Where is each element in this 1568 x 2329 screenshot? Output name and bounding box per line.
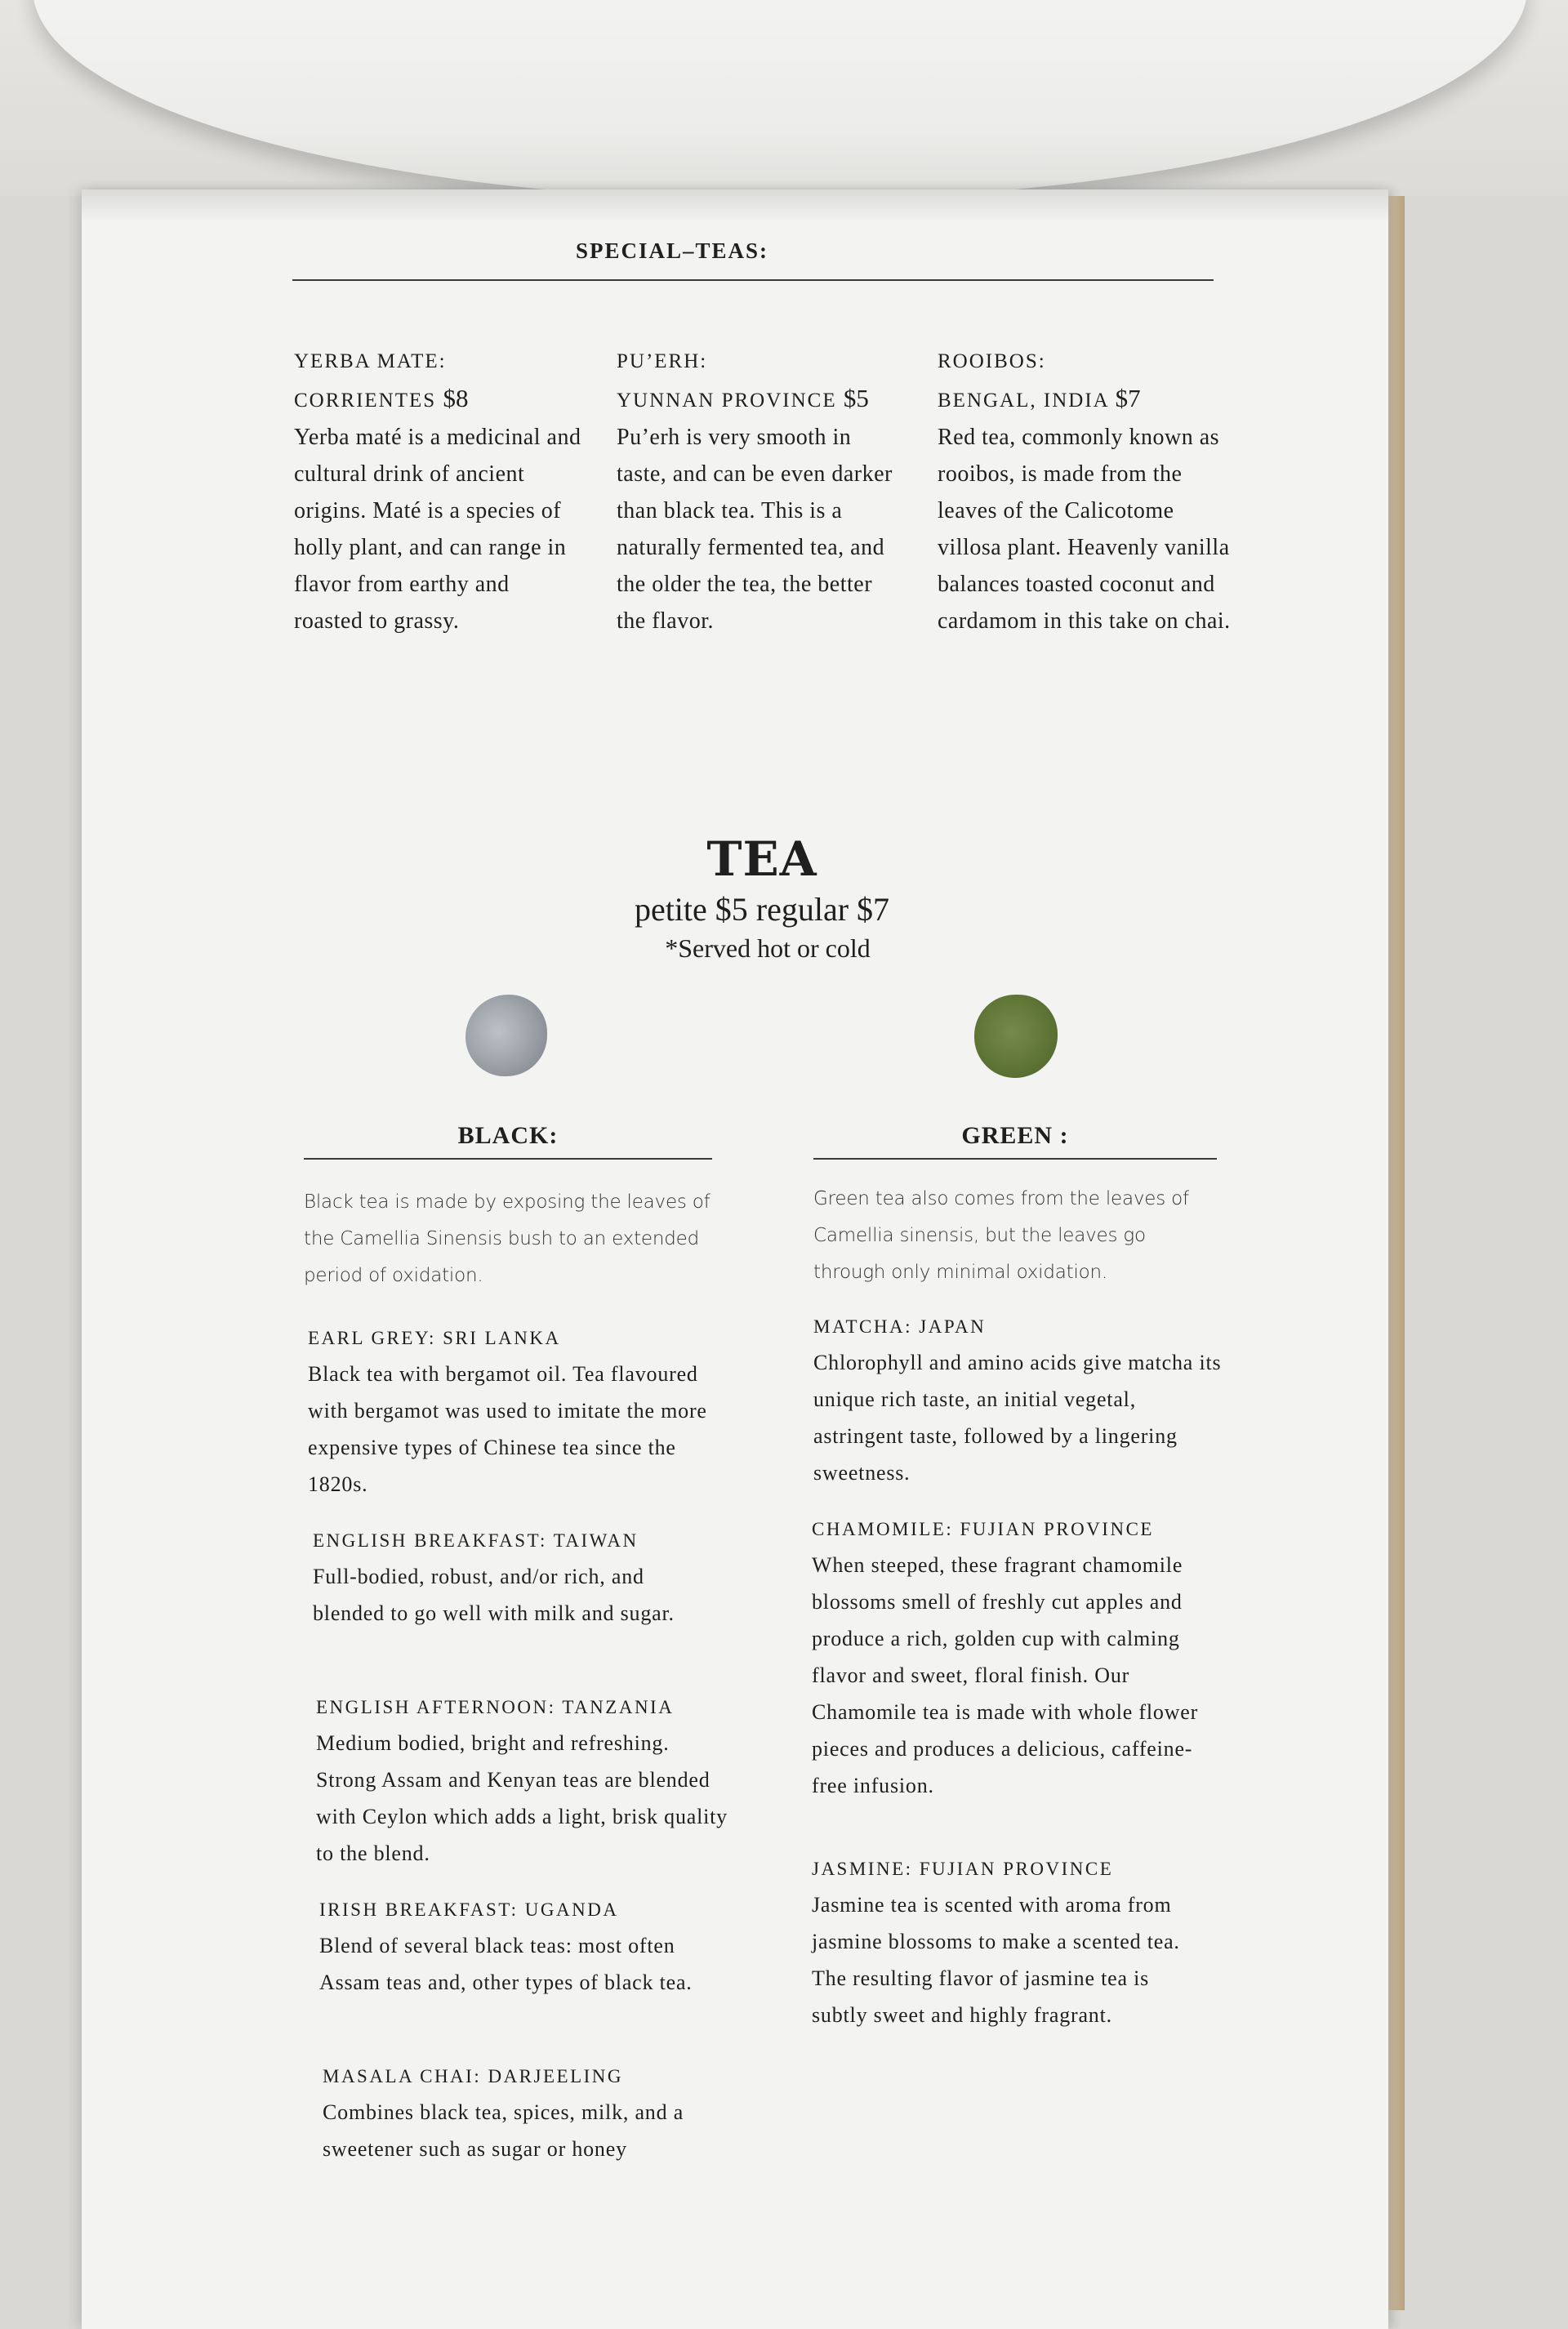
tea-item-description: Combines black tea, spices, milk, and a sweetener such as sugar or honey xyxy=(323,2100,684,2161)
tea-item-description: Medium bodied, bright and refreshing. Strong Assam and Kenyan teas are blended with Ceylon which adds a light, brisk quality to the blend. xyxy=(316,1731,728,1865)
green-item-jasmine xyxy=(812,1852,1204,2033)
tea-item-name: MASALA CHAI: DARJEELING xyxy=(323,2066,623,2086)
green-section-intro: Green tea also comes from the leaves of Camellia sinensis, but the leaves go through only minimal oxidation. xyxy=(813,1188,1189,1283)
black-section-rule xyxy=(304,1158,712,1160)
tea-item-description: Blend of several black teas: most often Assam teas and, other types of black tea. xyxy=(319,1934,693,1994)
special-item-description: Red tea, commonly known as rooibos, is made from the leaves of the Calicotome villosa plant. Heavenly vanilla balances toasted coconut and cardamom in this take on chai. xyxy=(938,425,1231,634)
green-item-matcha xyxy=(813,1310,1222,1491)
tea-item-description: Jasmine tea is scented with aroma from jasmine blossoms to make a scented tea. The resulting flavor of jasmine tea is subtly sweet and highly fragrant. xyxy=(812,1893,1180,2027)
tea-item-description: Black tea with bergamot oil. Tea flavoured with bergamot was used to imitate the more expensive types of Chinese tea since the 1820s. xyxy=(308,1362,707,1496)
tea-item-description: Chlorophyll and amino acids give matcha its unique rich taste, an initial vegetal, astringent taste, followed by a lingering sweetness. xyxy=(813,1351,1222,1485)
special-teas-title: SPECIAL–TEAS: xyxy=(575,238,769,263)
special-item-origin: CORRIENTES xyxy=(294,390,437,412)
tea-item-description: Full-bodied, robust, and/or rich, and blended to go well with milk and sugar. xyxy=(313,1565,675,1625)
special-item-name: ROOIBOS: xyxy=(938,350,1046,372)
green-section-title: GREEN : xyxy=(961,1122,1069,1149)
special-item-description: Yerba maté is a medicinal and cultural drink of ancient origins. Maté is a species of holly plant, and can range in flavor from earthy and roasted to grassy. xyxy=(294,425,581,634)
black-section-intro: Black tea is made by exposing the leaves of the Camellia Sinensis bush to an extended period of oxidation. xyxy=(304,1191,710,1286)
tea-item-name: ENGLISH BREAKFAST: TAIWAN xyxy=(313,1530,639,1551)
special-item-origin-line xyxy=(938,380,1232,419)
special-teas-rule xyxy=(292,279,1214,281)
black-item-earl-grey xyxy=(308,1321,724,1503)
tea-serving-note: *Served hot or cold xyxy=(665,933,871,963)
special-item-origin: BENGAL, INDIA xyxy=(938,390,1109,412)
black-item-irish-breakfast xyxy=(319,1893,719,2001)
special-item-description: Pu’erh is very smooth in taste, and can be even darker than black tea. This is a naturally fermented tea, and the older the tea, the better the flavor. xyxy=(617,425,893,634)
black-item-english-afternoon xyxy=(316,1690,733,1872)
special-item-rooibos xyxy=(938,343,1232,639)
black-item-english-breakfast xyxy=(313,1524,721,1632)
special-item-puerh xyxy=(617,343,898,639)
special-item-origin-line xyxy=(617,380,898,419)
black-item-masala-chai xyxy=(323,2060,723,2167)
special-item-price: $8 xyxy=(443,384,469,412)
special-item-price: $5 xyxy=(843,384,869,412)
special-item-origin-line xyxy=(294,380,584,419)
green-item-chamomile xyxy=(812,1512,1204,1804)
tea-item-name: JASMINE: FUJIAN PROVINCE xyxy=(812,1859,1114,1879)
tea-title: TEA xyxy=(706,831,817,887)
tea-prices: petite $5 regular $7 xyxy=(634,891,890,928)
tea-item-description: When steeped, these fragrant chamomile blossoms smell of freshly cut apples and produce a rich, golden cup with calming flavor and sweet, floral finish. Our Chamomile tea is made with whole flower pieces and produces a delicious, caffeine-free infusion. xyxy=(812,1553,1199,1797)
black-section-title: BLACK: xyxy=(457,1122,559,1149)
special-item-name: YERBA MATE: xyxy=(294,350,447,372)
green-tea-swatch xyxy=(974,995,1058,1078)
tea-item-name: MATCHA: JAPAN xyxy=(813,1316,987,1337)
special-item-name: PU’ERH: xyxy=(617,350,708,372)
black-tea-swatch xyxy=(466,995,547,1076)
green-section-rule xyxy=(813,1158,1217,1160)
tea-item-name: EARL GREY: SRI LANKA xyxy=(308,1328,561,1348)
special-item-yerba-mate xyxy=(294,343,584,639)
tea-item-name: ENGLISH AFTERNOON: TANZANIA xyxy=(316,1697,675,1717)
tea-item-name: IRISH BREAKFAST: UGANDA xyxy=(319,1899,619,1920)
tea-item-name: CHAMOMILE: FUJIAN PROVINCE xyxy=(812,1519,1154,1539)
special-item-price: $7 xyxy=(1115,384,1141,412)
special-item-origin: YUNNAN PROVINCE xyxy=(617,390,837,412)
